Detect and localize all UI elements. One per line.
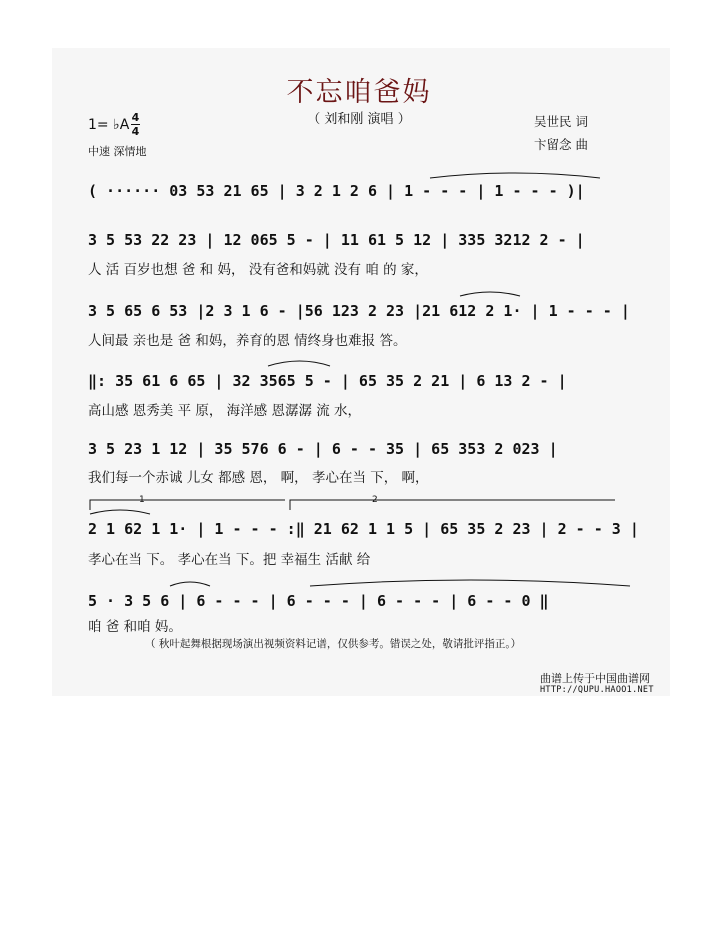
score-line-2-notes: 3 5 53 22 23 | 12 065 5 - | 11 61 5 12 | 335 3212 2 - | <box>88 231 585 249</box>
song-title: 不忘咱爸妈 <box>286 77 432 108</box>
slur-line6 <box>90 510 150 514</box>
score-line-1-notes: ( ······ 03 53 21 65 | 3 2 1 2 6 | 1 - - - | 1 - - - )| <box>88 182 585 200</box>
volta-second-ending: 2 <box>372 495 378 505</box>
score-line-3-lyrics: 人间最 亲也是 爸 和妈，养育的恩 情终身也难报 答。 <box>88 333 407 349</box>
score-line-6-notes: 2 1 62 1 1· | 1 - - - :‖ 21 62 1 1 5 | 65 35 2 23 | 2 - - 3 | <box>88 520 639 538</box>
slur-line1 <box>430 173 600 178</box>
performer-subtitle: （ 刘和刚 演唱 ） <box>307 112 411 127</box>
score-line-6-lyrics: 孝心在当 下。 孝心在当 下。把 幸福生 活献 给 <box>88 552 371 568</box>
site-watermark: 曲谱上传于中国曲谱网 <box>540 672 650 685</box>
lyricist-credit: 吴世民 词 <box>534 114 588 129</box>
score-line-7-notes: 5 · 3 5 6 | 6 - - - | 6 - - - | 6 - - - | 6 - - 0 ‖ <box>88 592 549 610</box>
score-line-7-lyrics: 咱 爸 和咱 妈。 <box>88 619 182 635</box>
key-signature: 1= ♭A <box>88 117 130 133</box>
transcription-footnote: （ 秋叶起舞根据现场演出视频资料记谱，仅供参考。错误之处，敬请批评指正。） <box>145 638 522 650</box>
composer-credit: 卞留念 曲 <box>534 137 588 152</box>
slur-line4 <box>268 361 330 366</box>
score-line-3-notes: 3 5 65 6 53 |2 3 1 6 - |56 123 2 23 |21 612 2 1· | 1 - - - | <box>88 302 630 320</box>
score-line-4-notes: ‖: 35 61 6 65 | 32 3565 5 - | 65 35 2 21 | 6 13 2 - | <box>88 372 567 390</box>
tempo-marking: 中速 深情地 <box>88 145 147 158</box>
slur-line7a <box>170 582 210 586</box>
volta-bracket-1 <box>90 500 285 510</box>
slur-line7b <box>310 580 630 586</box>
slur-line3 <box>460 292 520 296</box>
score-line-5-notes: 3 5 23 1 12 | 35 576 6 - | 6 - - 35 | 65 353 2 023 | <box>88 440 558 458</box>
time-signature-bottom: 4 <box>131 125 140 138</box>
volta-bracket-2 <box>290 500 615 510</box>
volta-first-ending: 1 <box>139 495 145 505</box>
score-line-5-lyrics: 我们每一个赤诚 儿女 都感 恩， 啊， 孝心在当 下， 啊， <box>88 470 429 486</box>
site-url-watermark: HTTP://QUPU.HAOO1.NET <box>540 685 654 695</box>
score-line-4-lyrics: 高山感 恩秀美 平 原， 海洋感 恩潺潺 流 水， <box>88 403 362 419</box>
time-signature-top: 4 <box>131 111 140 124</box>
score-line-2-lyrics: 人 活 百岁也想 爸 和 妈， 没有爸和妈就 没有 咱 的 家， <box>88 262 428 278</box>
